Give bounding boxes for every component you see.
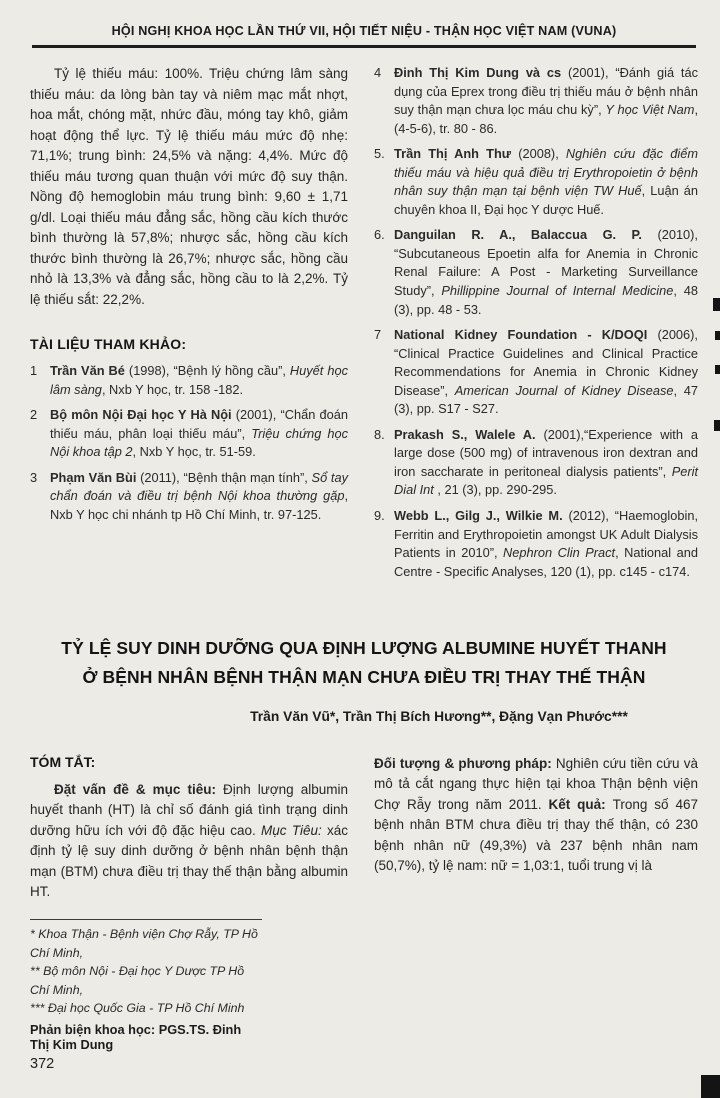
text-segment: Triệu chứng học Nội khoa tập 2 — [50, 425, 348, 460]
text-segment: , 21 (3), pp. 290-295. — [433, 482, 557, 498]
text-segment: , (4-5-6), tr. 80 - 86. — [394, 102, 698, 136]
reference-number: 3 — [30, 469, 38, 485]
article-authors: Trần Văn Vũ*, Trần Thị Bích Hương**, Đặng Vạn Phước*** — [250, 708, 628, 724]
abstract-right-column — [374, 754, 698, 1052]
reference-text — [394, 226, 698, 319]
text-segment: (2011), “Bệnh thận mạn tính”, — [136, 469, 312, 485]
footnotes-block — [30, 919, 262, 1052]
reference-item — [374, 326, 698, 419]
footnote-1: * Khoa Thận - Bệnh viện Chợ Rẫy, TP Hồ Chí Minh, — [30, 927, 258, 960]
text-segment: , Luận án chuyên khoa II, Đại học Y dược Huế. — [394, 183, 698, 217]
conference-header: HỘI NGHỊ KHOA HỌC LẦN THỨ VII, HỘI TIẾT NIỆU - THẬN HỌC VIỆT NAM (VUNA) — [111, 24, 617, 38]
text-segment: Kết quả: — [548, 796, 613, 812]
text-segment: Trần Thị Anh Thư — [394, 146, 512, 162]
references-list-left — [30, 362, 348, 524]
reference-item — [374, 145, 698, 219]
top-two-column-section — [30, 64, 698, 588]
text-segment: Danguilan R. A., Balaccua G. P. — [394, 227, 642, 243]
scan-artifact — [715, 331, 720, 340]
text-segment: American Journal of Kidney Disease — [454, 382, 674, 398]
text-segment: (2008), — [511, 146, 566, 162]
scientific-review-note: Phản biện khoa học: PGS.TS. Đinh Thị Kim Dung — [30, 1022, 242, 1053]
reference-item — [30, 362, 348, 399]
reference-text — [50, 362, 348, 399]
reference-text — [394, 145, 698, 219]
text-segment: Đối tượng & phương pháp: — [374, 755, 556, 771]
article-title-line2: Ở BỆNH NHÂN BỆNH THẬN MẠN CHƯA ĐIỀU TRỊ THAY THẾ THẬN — [82, 666, 646, 687]
text-segment: , Nxb Y học chi nhánh tp Hồ Chí Minh, tr. 97-125. — [50, 488, 348, 523]
text-segment: National Kidney Foundation - K/DOQI — [394, 327, 648, 343]
text-segment: Webb L., Gilg J., Wilkie M. — [394, 508, 563, 524]
article-title-line1: TỶ LỆ SUY DINH DƯỠNG QUA ĐỊNH LƯỢNG ALBUMINE HUYẾT THANH — [61, 638, 667, 659]
abstract-left-column — [30, 754, 348, 1052]
references-heading: TÀI LIỆU THAM KHẢO: — [30, 336, 187, 353]
text-segment: Y học Việt Nam — [605, 102, 695, 118]
scan-artifact — [714, 420, 720, 431]
reference-text — [50, 469, 348, 525]
abstract-right-paragraph — [374, 754, 698, 877]
text-segment: Trong số 467 bệnh nhân BTM chưa điều trị thay thế thận, có 230 bệnh nhân nữ (49,3%) và 237 bệnh nhân nam (50,7%), tỷ lệ nam: nữ = 1,03:1, tuổi trung vị là — [374, 796, 698, 874]
text-segment: (2006), “Clinical Practice Guidelines and Clinical Practice Recommendations for Anemia in Chronic Kidney Disease”, — [394, 327, 698, 398]
text-segment: Sổ tay chẩn đoán và điều trị bệnh Nội khoa thường gặp — [50, 469, 348, 504]
reference-number: 7 — [374, 327, 382, 343]
text-segment: Perit Dial Int — [394, 463, 698, 498]
text-segment: (2001),“Experience with a large dose (500 mg) of intravenous iron dextran and iron saccharate in peritoneal dialysis patients”, — [394, 426, 698, 479]
abstract-left-paragraph — [30, 780, 348, 903]
reference-number: 5. — [374, 146, 385, 162]
text-segment: (2012), “Haemoglobin, Ferritin and Erythropoietin amongst UK Adult Dialysis Patients in 2010”, — [394, 508, 698, 561]
top-right-column — [374, 64, 698, 588]
reference-number: 9. — [374, 508, 385, 524]
text-segment: , Nxb Y học, tr. 158 -182. — [101, 381, 244, 397]
text-segment: (2010), “Subcutaneous Epoetin alfa for Anemia in Chronic Renal Failure: A Post - Marketing Surveillance Study”, — [394, 227, 698, 299]
references-list-right — [374, 64, 698, 581]
reference-item — [30, 469, 348, 525]
text-segment: Prakash S., Walele A. — [394, 426, 536, 442]
text-segment: Định lượng albumin huyết thanh (HT) là chỉ số đánh giá tình trạng dinh dưỡng hữu ích với độ đặc hiệu cao. — [30, 781, 348, 838]
reference-item — [30, 406, 348, 462]
reference-item — [374, 226, 698, 319]
reference-number: 1 — [30, 363, 38, 379]
text-segment: Trần Văn Bé — [50, 363, 125, 379]
scan-artifact — [715, 365, 720, 374]
reference-text — [394, 426, 698, 500]
text-segment: (2001), “Chẩn đoán thiếu máu, phân loại thiếu máu”, — [50, 407, 348, 441]
reference-text — [394, 64, 698, 138]
reference-item — [374, 507, 698, 581]
reference-text — [394, 507, 698, 581]
abstract-two-column-section — [30, 754, 698, 1052]
reference-item — [374, 426, 698, 500]
text-segment: Đặt vấn đề & mục tiêu: — [54, 781, 223, 797]
text-segment: Nghiên cứu đặc điểm thiếu máu và hiệu quả điều trị Erythropoietin ở bệnh nhân suy thận mạn tại bệnh viện TW Huế — [394, 146, 698, 199]
page-number: 372 — [30, 1056, 55, 1072]
text-segment: Đinh Thị Kim Dung và cs — [394, 65, 562, 80]
reference-number: 8. — [374, 426, 385, 442]
reference-number: 2 — [30, 407, 38, 423]
text-segment: Bộ môn Nội Đại học Y Hà Nội — [50, 407, 232, 423]
text-segment: xác định tỷ lệ suy dinh dưỡng ở bệnh nhân bệnh thận mạn (BTM) chưa điều trị thay thế thận bằng albumin HT. — [30, 822, 348, 900]
text-segment: Nghiên cứu tiền cứu và mô tả cắt ngang thực hiện tại khoa Thận bệnh viện Chợ Rẫy trong năm 2011. — [374, 755, 698, 812]
text-segment: , 48 (3), pp. 48 - 53. — [394, 283, 698, 317]
text-segment: Huyết học lâm sàng — [50, 363, 348, 397]
footnote-2: ** Bộ môn Nội - Đại học Y Dược TP Hồ Chí Minh, — [30, 964, 245, 997]
header-rule — [32, 45, 696, 48]
text-segment: , National and Centre - Specific Analyses, 120 (1), pp. c145 - c174. — [394, 545, 698, 579]
text-segment: (2001), “Đánh giá tác dụng của Eprex trong điều trị thiếu máu ở bệnh nhân suy thận mạn chưa lọc máu chu kỳ”, — [394, 65, 698, 118]
reference-text — [394, 326, 698, 419]
reference-number: 4 — [374, 65, 382, 80]
reference-number: 6. — [374, 227, 385, 243]
scan-artifact-corner — [701, 1075, 720, 1098]
text-segment: Phạm Văn Bùi — [50, 469, 137, 485]
text-segment: , Nxb Y học, tr. 51-59. — [132, 444, 256, 460]
footnote-3: *** Đại học Quốc Gia - TP Hồ Chí Minh — [30, 1001, 245, 1016]
top-left-column — [30, 64, 348, 588]
scan-artifact — [713, 298, 720, 311]
article-title — [30, 634, 698, 691]
text-segment: Nephron Clin Pract — [503, 545, 616, 561]
reference-text — [50, 406, 348, 462]
text-segment: , 47 (3), pp. S17 - S27. — [394, 382, 698, 417]
text-segment: (1998), “Bệnh lý hồng cầu”, — [124, 363, 290, 379]
text-segment: Mục Tiêu: — [261, 822, 322, 838]
reference-item — [374, 64, 698, 138]
abstract-heading: TÓM TẮT: — [30, 753, 96, 770]
anemia-results-paragraph: Tỷ lệ thiếu máu: 100%. Triệu chứng lâm sàng thiếu máu: da lòng bàn tay và niêm mạc mắt nhợt, hoa mắt, chóng mặt, nhức đầu, móng tay khô, giảm hoạt động thể lực. Tỷ lệ thiếu máu mức độ nhẹ: 71,1%; trung bình: 24,5% và nặng: 4,4%. Mức độ thiếu máu tương quan thuận với mức độ suy thận. Nồng độ hemoglobin máu trung bình: 9,60 ± 1,71 g/dl. Loại thiếu máu đẳng sắc, hồng cầu kích thước bình thường là 57,8%; nhược sắc, hồng cầu kích thước bình thường là 26,7%; nhược sắc, hồng cầu nhỏ là 13,3% và đẳng sắc, hồng cầu to là 2,2%. Tỷ lệ thiếu sắt: 22,2%. — [30, 66, 348, 307]
text-segment: Phillippine Journal of Internal Medicine — [441, 283, 674, 299]
